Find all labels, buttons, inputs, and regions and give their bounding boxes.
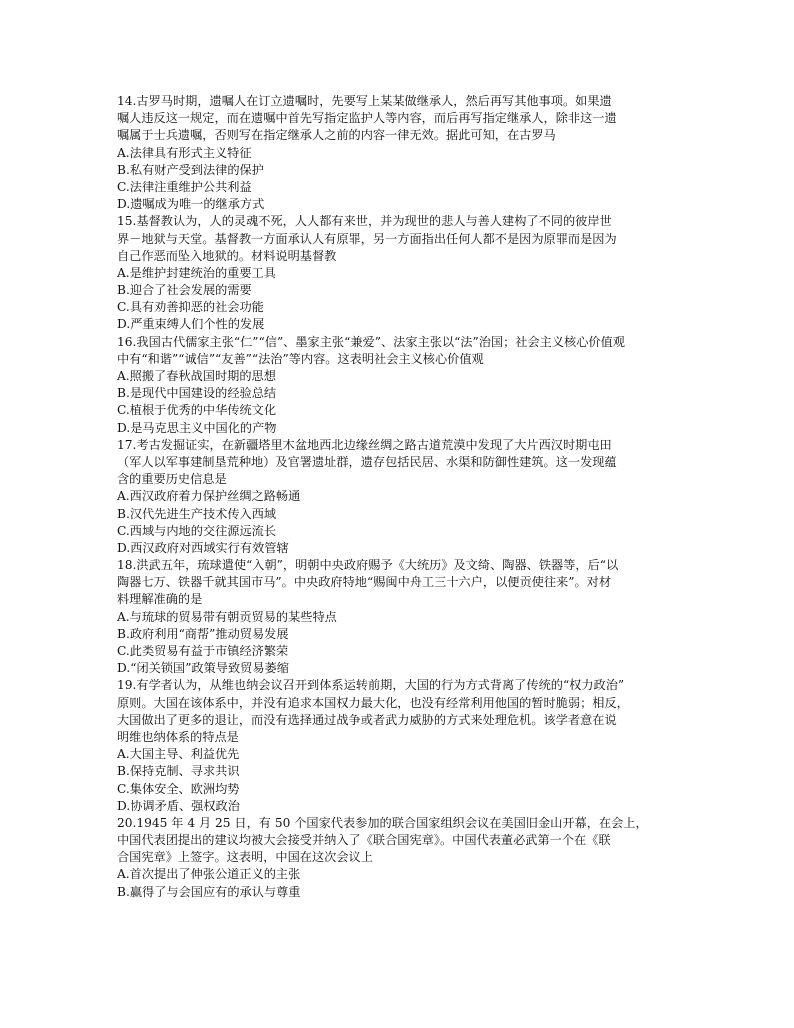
question-stem-line: 中国代表团提出的建议均被大会接受并纳入了《联合国宪章》。中国代表董必武第一个在《联 xyxy=(117,833,611,848)
question-stem-line: 18.洪武五年，琉球遣使“入朝”，明朝中央政府赐予《大统历》及文绮、陶器、铁器等，后“以 xyxy=(117,558,619,573)
question-15 xyxy=(117,213,683,333)
option-b: B.汉代先进生产技术传入西域 xyxy=(117,506,277,521)
question-stem-line: 大国做出了更多的退让，而没有选择通过战争或者武力威胁的方式来处理危机。该学者意在说 xyxy=(117,712,617,727)
option-a: A.大国主导、利益优先 xyxy=(117,747,240,762)
option-a: A.照搬了春秋战国时期的思想 xyxy=(117,369,276,383)
question-stem-line: 界－地狱与天堂。基督教一方面承认人有原罪，另一方面指出任何人都不是因为原罪而是因为 xyxy=(117,231,617,246)
option-b: B.赢得了与会国应有的承认与尊重 xyxy=(117,884,301,899)
option-b: B.保持克制、寻求共识 xyxy=(117,764,240,779)
question-stem-line: 自己作恶而坠入地狱的。材料说明基督教 xyxy=(117,248,337,263)
option-a: A.法律具有形式主义特征 xyxy=(117,145,252,160)
question-18 xyxy=(117,557,683,677)
question-stem-line: （军人以军事建制垦荒种地）及官署遗址群，遗存包括民居、水渠和防御性建筑。这一发现蕴 xyxy=(117,454,617,469)
question-stem-line: 明维也纳体系的特点是 xyxy=(117,729,239,744)
exam-page xyxy=(117,93,683,901)
option-d: D.严重束缚人们个性的发展 xyxy=(117,317,265,332)
option-a: A.与琉球的贸易带有朝贡贸易的某些特点 xyxy=(117,609,337,624)
question-stem-line: 含的重要历史信息是 xyxy=(117,472,227,487)
question-17 xyxy=(117,437,683,557)
question-stem-line: 料理解准确的是 xyxy=(117,592,203,607)
question-stem-line: 14.古罗马时期，遗嘱人在订立遗嘱时，先要写上某某做继承人，然后再写其他事项。如果遗 xyxy=(117,94,612,108)
option-d: D.是马克思主义中国化的产物 xyxy=(117,420,277,435)
question-stem-line: 嘱属于士兵遗嘱，否则写在指定继承人之前的内容一律无效。据此可知，在古罗马 xyxy=(117,128,556,143)
option-d: D.遗嘱成为唯一的继承方式 xyxy=(117,197,265,212)
option-d: D.西汉政府对西域实行有效管辖 xyxy=(117,540,289,555)
question-stem-line: 嘱人违反这一规定，而在遗嘱中首先写指定监护人等内容，而后再写指定继承人，除非这一遗 xyxy=(117,111,617,126)
option-b: B.政府利用“商帮”推动贸易发展 xyxy=(117,626,289,641)
option-a: A.西汉政府着力保护丝绸之路畅通 xyxy=(117,489,301,504)
question-stem-line: 陶器七万、铁器千就其国市马”。中央政府特地“赐闽中舟工三十六户，以便贡使往来”。对材 xyxy=(117,575,612,590)
question-stem-line: 16.我国古代儒家主张“仁”“信”、墨家主张“兼爱”、法家主张以“法”治国；社会主义核心价值观 xyxy=(117,334,625,349)
question-stem-line: 合国宪章》上签字。这表明，中国在这次会议上 xyxy=(117,850,373,865)
option-c: C.植根于优秀的中华传统文化 xyxy=(117,403,277,418)
question-stem-line: 15.基督教认为，人的灵魂不死，人人都有来世，并为现世的悲人与善人建构了不同的彼岸世 xyxy=(117,214,612,229)
question-14 xyxy=(117,93,683,213)
option-c: C.西域与内地的交往源远流长 xyxy=(117,523,277,538)
option-c: C.具有劝善抑恶的社会功能 xyxy=(117,300,264,315)
question-stem-line: 中有“和谐”“诚信”“友善”“法治”等内容。这表明社会主义核心价值观 xyxy=(117,351,484,366)
option-a: A.是维护封建统治的重要工具 xyxy=(117,265,276,280)
question-20 xyxy=(117,815,683,901)
option-c: C.法律注重维护公共利益 xyxy=(117,179,252,194)
question-stem-line: 19.有学者认为，从维也纳会议召开到体系运转前期，大国的行为方式背离了传统的“权力政治” xyxy=(117,678,625,693)
question-stem-line: 20.1945 年 4 月 25 日，有 50 个国家代表参加的联合国家组织会议在美国旧金山开幕，在会上， xyxy=(117,815,648,830)
option-d: D.协调矛盾、强权政治 xyxy=(117,798,240,813)
option-d: D.“闭关锁国”政策导致贸易萎缩 xyxy=(117,661,289,676)
question-16 xyxy=(117,334,683,437)
question-19 xyxy=(117,677,683,815)
option-b: B.私有财产受到法律的保护 xyxy=(117,162,264,177)
option-b: B.是现代中国建设的经验总结 xyxy=(117,386,277,401)
option-b: B.迎合了社会发展的需要 xyxy=(117,283,252,298)
option-a: A.首次提出了伸张公道正义的主张 xyxy=(117,867,301,882)
option-c: C.集体安全、欧洲均势 xyxy=(117,781,240,796)
question-stem-line: 原则。大国在该体系中，并没有追求本国权力最大化，也没有经常利用他国的暂时脆弱；相反， xyxy=(117,695,629,710)
question-stem-line: 17.考古发掘证实，在新疆塔里木盆地西北边缘丝绸之路古道荒漠中发现了大片西汉时期屯田 xyxy=(117,437,612,452)
option-c: C.此类贸易有益于市镇经济繁荣 xyxy=(117,644,289,658)
